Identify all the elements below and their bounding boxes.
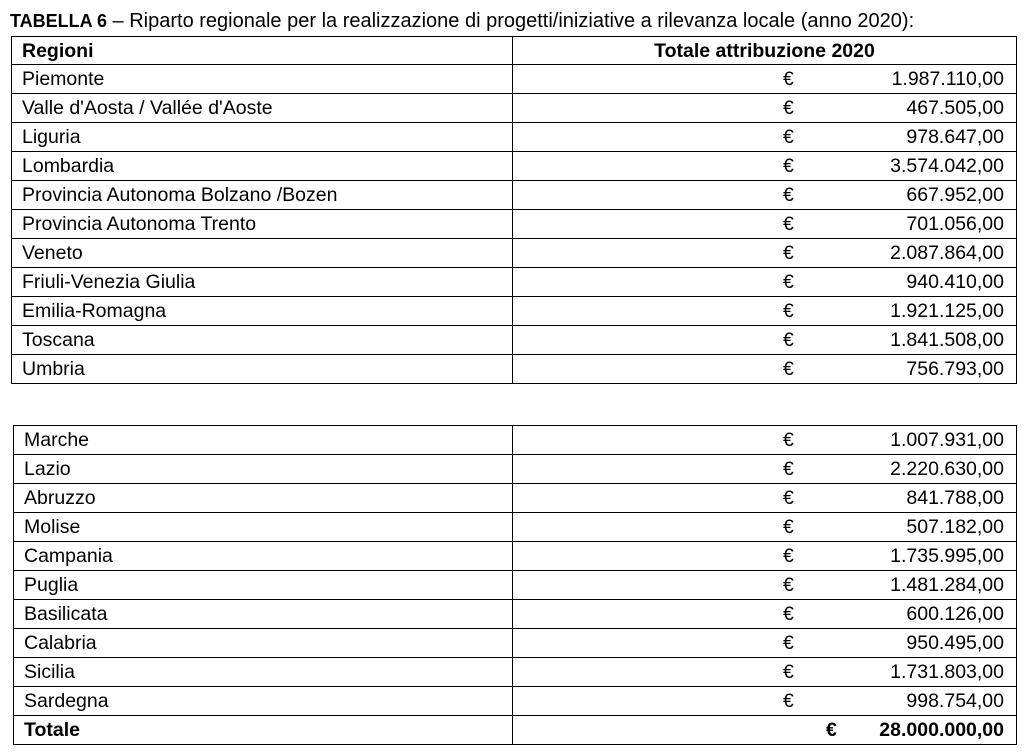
- amount-cell: [513, 297, 1017, 326]
- amount-cell: [513, 687, 1017, 716]
- amount-cell: [513, 542, 1017, 571]
- currency-symbol: €: [783, 358, 794, 380]
- region-name: Emilia-Romagna: [12, 297, 513, 326]
- table-row: [12, 355, 1017, 384]
- table-row: [14, 484, 1017, 513]
- currency-symbol: €: [783, 429, 794, 451]
- amount-value: 1.987.110,00: [891, 68, 1004, 90]
- amount-cell: [513, 484, 1017, 513]
- region-name: Toscana: [12, 326, 513, 355]
- amount-value: 756.793,00: [906, 358, 1004, 380]
- currency-symbol: €: [826, 719, 837, 741]
- header-regions: Regioni: [12, 37, 513, 65]
- region-name: Molise: [14, 513, 513, 542]
- table-row: [12, 123, 1017, 152]
- table-row: [12, 326, 1017, 355]
- amount-cell: [513, 326, 1017, 355]
- table-row: [14, 600, 1017, 629]
- amount-cell: [513, 355, 1017, 384]
- region-name: Marche: [14, 426, 513, 455]
- amount-cell: [513, 268, 1017, 297]
- amount-value: 2.087.864,00: [890, 242, 1004, 264]
- region-name: Liguria: [12, 123, 513, 152]
- currency-symbol: €: [783, 300, 794, 322]
- total-row: [14, 716, 1017, 745]
- amount-value: 467.505,00: [906, 97, 1004, 119]
- region-name: Friuli-Venezia Giulia: [12, 268, 513, 297]
- amount-value: 940.410,00: [906, 271, 1004, 293]
- amount-cell: [513, 426, 1017, 455]
- amount-cell: [513, 658, 1017, 687]
- amount-value: 950.495,00: [906, 632, 1004, 654]
- region-name: Abruzzo: [14, 484, 513, 513]
- amount-value: 3.574.042,00: [890, 155, 1004, 177]
- amount-value: 978.647,00: [906, 126, 1004, 148]
- region-name: Sicilia: [14, 658, 513, 687]
- region-name: Umbria: [12, 355, 513, 384]
- table-row: [14, 455, 1017, 484]
- currency-symbol: €: [783, 458, 794, 480]
- table-row: [12, 268, 1017, 297]
- table-caption: – Riparto regionale per la realizzazione di progetti/iniziative a rilevanza locale (anno 2020):: [107, 10, 915, 32]
- table-row: [14, 426, 1017, 455]
- table-row: [14, 687, 1017, 716]
- currency-symbol: €: [783, 632, 794, 654]
- table-header-row: [12, 37, 1017, 65]
- amount-value: 841.788,00: [906, 487, 1004, 509]
- header-total-2020: Totale attribuzione 2020: [513, 37, 1017, 65]
- region-name: Sardegna: [14, 687, 513, 716]
- region-table-south: [13, 425, 1017, 745]
- amount-cell: [513, 455, 1017, 484]
- amount-cell: [513, 600, 1017, 629]
- table-row: [14, 629, 1017, 658]
- region-name: Lazio: [14, 455, 513, 484]
- table-row: [14, 658, 1017, 687]
- table-row: [12, 152, 1017, 181]
- amount-cell: [513, 239, 1017, 268]
- currency-symbol: €: [783, 213, 794, 235]
- table-row: [12, 297, 1017, 326]
- amount-value: 1.735.995,00: [890, 545, 1004, 567]
- amount-cell: [513, 123, 1017, 152]
- amount-value: 1.841.508,00: [890, 329, 1004, 351]
- region-name: Veneto: [12, 239, 513, 268]
- region-name: Basilicata: [14, 600, 513, 629]
- amount-value: 2.220.630,00: [890, 458, 1004, 480]
- currency-symbol: €: [783, 661, 794, 683]
- amount-cell: [513, 152, 1017, 181]
- table-title: [10, 8, 1020, 34]
- amount-cell: [513, 181, 1017, 210]
- table-row: [14, 513, 1017, 542]
- region-name: Provincia Autonoma Trento: [12, 210, 513, 239]
- amount-value: 701.056,00: [906, 213, 1004, 235]
- amount-cell: [513, 716, 1017, 745]
- currency-symbol: €: [783, 242, 794, 264]
- amount-value: 1.007.931,00: [890, 429, 1004, 451]
- region-name: Piemonte: [12, 65, 513, 94]
- table-row: [14, 542, 1017, 571]
- amount-cell: [513, 571, 1017, 600]
- currency-symbol: €: [783, 126, 794, 148]
- table-row: [12, 210, 1017, 239]
- amount-cell: [513, 513, 1017, 542]
- currency-symbol: €: [783, 690, 794, 712]
- amount-value: 1.481.284,00: [890, 574, 1004, 596]
- region-name: Calabria: [14, 629, 513, 658]
- currency-symbol: €: [783, 545, 794, 567]
- region-name: Puglia: [14, 571, 513, 600]
- amount-value: 507.182,00: [906, 516, 1004, 538]
- amount-cell: [513, 94, 1017, 123]
- amount-cell: [513, 210, 1017, 239]
- table-row: [14, 571, 1017, 600]
- amount-value: 600.126,00: [906, 603, 1004, 625]
- amount-value: 1.921.125,00: [890, 300, 1004, 322]
- region-name: Provincia Autonoma Bolzano /Bozen: [12, 181, 513, 210]
- currency-symbol: €: [783, 487, 794, 509]
- currency-symbol: €: [783, 155, 794, 177]
- table-row: [12, 181, 1017, 210]
- amount-cell: [513, 629, 1017, 658]
- currency-symbol: €: [783, 516, 794, 538]
- amount-value: 667.952,00: [906, 184, 1004, 206]
- region-name: Campania: [14, 542, 513, 571]
- currency-symbol: €: [783, 603, 794, 625]
- region-table-north: [11, 36, 1017, 384]
- table-row: [12, 239, 1017, 268]
- region-name: Valle d'Aosta / Vallée d'Aoste: [12, 94, 513, 123]
- currency-symbol: €: [783, 68, 794, 90]
- currency-symbol: €: [783, 271, 794, 293]
- total-amount: 28.000.000,00: [879, 719, 1004, 741]
- amount-value: 998.754,00: [906, 690, 1004, 712]
- currency-symbol: €: [783, 574, 794, 596]
- currency-symbol: €: [783, 329, 794, 351]
- amount-cell: [513, 65, 1017, 94]
- table-row: [12, 94, 1017, 123]
- table-row: [12, 65, 1017, 94]
- region-name: Lombardia: [12, 152, 513, 181]
- currency-symbol: €: [783, 97, 794, 119]
- total-label: Totale: [14, 716, 513, 745]
- table-number: TABELLA 6: [10, 11, 107, 31]
- amount-value: 1.731.803,00: [890, 661, 1004, 683]
- currency-symbol: €: [783, 184, 794, 206]
